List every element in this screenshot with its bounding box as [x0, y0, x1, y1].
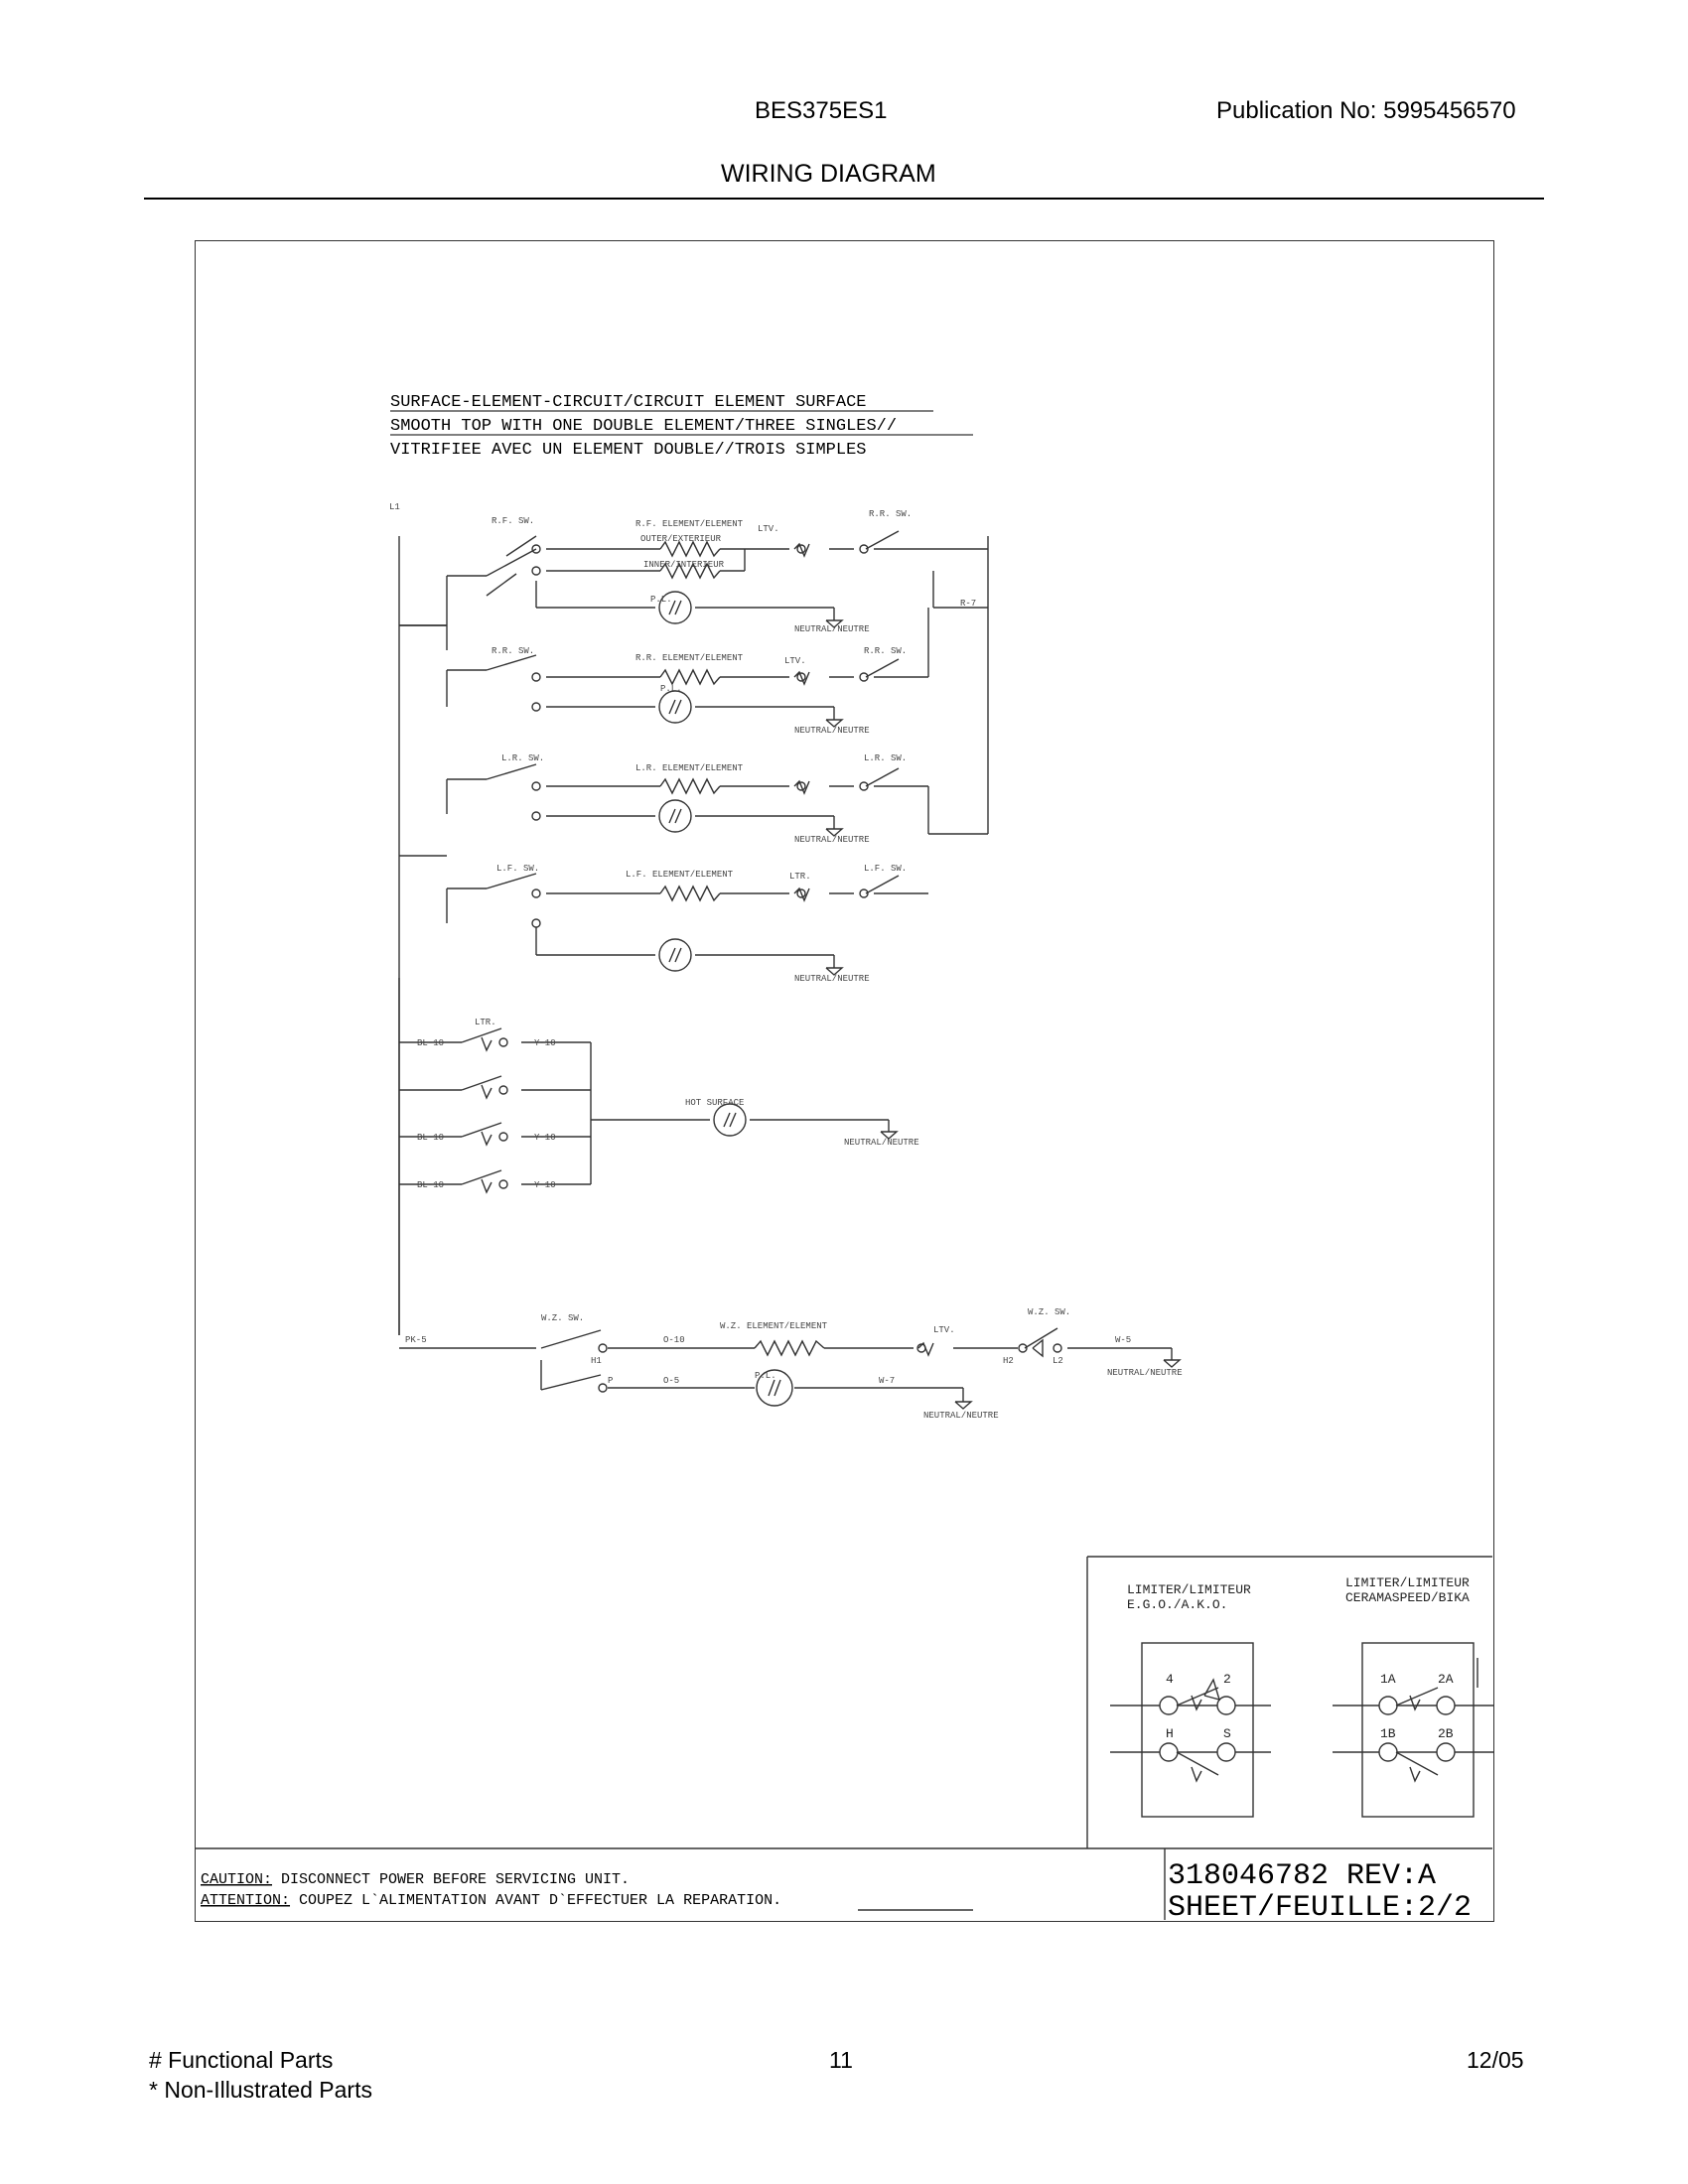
limiter-left-term-s: S	[1223, 1726, 1231, 1741]
label-lf-sw-2: L.F. SW.	[864, 864, 908, 874]
label-w5: W-5	[1115, 1335, 1132, 1345]
limiter-left-term-4: 4	[1166, 1672, 1174, 1687]
label-rr-sw-1: R.R. SW.	[869, 509, 913, 519]
revision-date: 12/05	[1467, 2047, 1524, 2073]
label-neutral-2: NEUTRAL/NEUTRE	[794, 726, 870, 736]
limiter-left-title: LIMITER/LIMITEUR	[1127, 1582, 1251, 1597]
label-neutral-4: NEUTRAL/NEUTRE	[794, 974, 870, 984]
label-wz-sw-1: W.Z. SW.	[541, 1313, 585, 1323]
diagram-heading-2: SMOOTH TOP WITH ONE DOUBLE ELEMENT/THREE SINGLES//	[390, 417, 898, 436]
label-y10-2: Y-10	[534, 1133, 556, 1143]
legend-functional-parts: # Functional Parts	[149, 2047, 334, 2073]
label-l1: L1	[389, 502, 400, 512]
label-rr-sw-2: R.R. SW.	[492, 646, 535, 656]
label-pl-3: P.L.	[755, 1371, 776, 1381]
label-o10: O-10	[663, 1335, 685, 1345]
label-bl10-1: BL-10	[417, 1038, 445, 1048]
model-number: BES375ES1	[755, 97, 888, 124]
label-inner: INNER/INTERIEUR	[643, 560, 725, 570]
label-neutral-1: NEUTRAL/NEUTRE	[794, 624, 870, 634]
limiter-left-term-2: 2	[1223, 1672, 1231, 1687]
label-bl10-3: BL-10	[417, 1180, 445, 1190]
label-pl-2: P.L.	[660, 684, 682, 694]
label-neutral-6: NEUTRAL/NEUTRE	[1107, 1368, 1183, 1378]
diagram-heading-3: VITRIFIEE AVEC UN ELEMENT DOUBLE//TROIS SIMPLES	[390, 441, 867, 460]
limiter-right-title: LIMITER/LIMITEUR	[1345, 1575, 1470, 1590]
label-h1: H1	[591, 1356, 602, 1366]
label-wz-element: W.Z. ELEMENT/ELEMENT	[720, 1321, 828, 1331]
page-number: 11	[829, 2047, 853, 2073]
label-pk5: PK-5	[405, 1335, 427, 1345]
limiter-left-sub: E.G.O./A.K.O.	[1127, 1597, 1228, 1612]
label-ltv-1: LTV.	[758, 524, 779, 534]
label-ltv-2: LTV.	[784, 656, 806, 666]
label-lr-sw-1: L.R. SW.	[501, 753, 545, 763]
limiter-left-term-h: H	[1166, 1726, 1174, 1741]
sheet-number: SHEET/FEUILLE:2/2	[1168, 1891, 1473, 1925]
label-lr-element: L.R. ELEMENT/ELEMENT	[635, 763, 744, 773]
caution-text-fr: COUPEZ L`ALIMENTATION AVANT D`EFFECTUER LA REPARATION.	[299, 1892, 782, 1909]
caution-text-en: DISCONNECT POWER BEFORE SERVICING UNIT.	[281, 1871, 631, 1888]
label-lr-sw-2: L.R. SW.	[864, 753, 908, 763]
label-r7: R-7	[960, 599, 977, 609]
label-outer: OUTER/EXTERIEUR	[640, 534, 722, 544]
label-bl10-2: BL-10	[417, 1133, 445, 1143]
label-l2: L2	[1053, 1356, 1063, 1366]
label-rf-sw: R.F. SW.	[492, 516, 535, 526]
label-w7: W-7	[879, 1376, 896, 1386]
part-number: 318046782 REV:A	[1168, 1859, 1437, 1893]
label-lf-element: L.F. ELEMENT/ELEMENT	[626, 870, 734, 880]
label-rr-sw-3: R.R. SW.	[864, 646, 908, 656]
diagram-heading-1: SURFACE-ELEMENT-CIRCUIT/CIRCUIT ELEMENT SURFACE	[390, 393, 867, 412]
label-neutral-3: NEUTRAL/NEUTRE	[794, 835, 870, 845]
caution-label-en: CAUTION:	[201, 1871, 273, 1888]
label-wz-sw-2: W.Z. SW.	[1028, 1307, 1071, 1317]
label-o5: O-5	[663, 1376, 680, 1386]
label-ltv-3: LTV.	[933, 1325, 955, 1335]
limiter-right-sub: CERAMASPEED/BIKA	[1345, 1590, 1470, 1605]
page-title: WIRING DIAGRAM	[721, 160, 936, 188]
limiter-right-term-2a: 2A	[1438, 1672, 1454, 1687]
label-rr-element: R.R. ELEMENT/ELEMENT	[635, 653, 744, 663]
caution-label-fr: ATTENTION:	[201, 1892, 291, 1909]
label-y10-1: Y-10	[534, 1038, 556, 1048]
limiter-right-term-1a: 1A	[1380, 1672, 1396, 1687]
publication-number: Publication No: 5995456570	[1216, 97, 1516, 124]
label-rf-element: R.F. ELEMENT/ELEMENT	[635, 519, 744, 529]
label-p: P	[608, 1376, 614, 1386]
label-ltr-1: LTR.	[789, 872, 811, 882]
label-hot-surface: HOT SURFACE	[685, 1098, 745, 1108]
label-neutral-7: NEUTRAL/NEUTRE	[923, 1411, 999, 1421]
label-ltr-2: LTR.	[475, 1018, 496, 1027]
legend-non-illustrated-parts: * Non-Illustrated Parts	[149, 2077, 372, 2103]
label-y10-3: Y-10	[534, 1180, 556, 1190]
label-h2: H2	[1003, 1356, 1014, 1366]
label-neutral-5: NEUTRAL/NEUTRE	[844, 1138, 919, 1148]
label-pl-1: P.L.	[650, 595, 672, 605]
limiter-right-term-1b: 1B	[1380, 1726, 1396, 1741]
limiter-right-term-2b: 2B	[1438, 1726, 1454, 1741]
label-lf-sw-1: L.F. SW.	[496, 864, 540, 874]
